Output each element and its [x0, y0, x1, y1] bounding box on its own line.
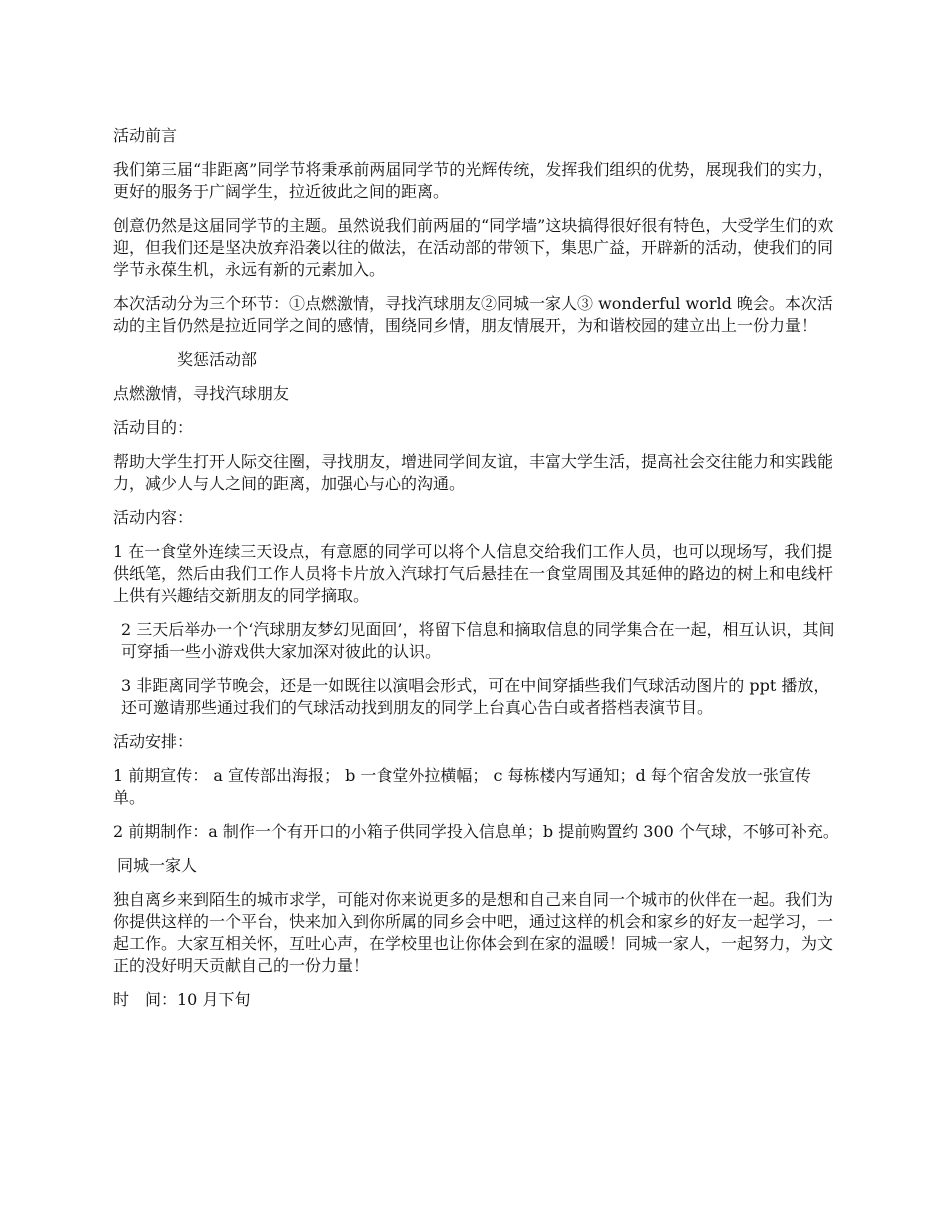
department-label: 奖惩活动部: [177, 350, 258, 369]
heading-preface: 活动前言: [113, 126, 178, 145]
time-line: 时 间：10 月下旬: [113, 990, 251, 1009]
paragraph-same-city: 独自离乡来到陌生的城市求学，可能对你来说更多的是想和自己来自同一个城市的伙伴在一起。我们为你提供这样的一个平台，快来加入到你所属的同乡会中吧，通过这样的机会和家乡的好友一起学习，一起工作。大家互相关怀，互吐心声，在学校里也让你体会到在家的温暖！同城一家人，一起努力，为文正的没好明天贡献自己的一份力量！: [113, 890, 834, 975]
document-body: [113, 125, 839, 1023]
paragraph-purpose: 帮助大学生打开人际交往圈，寻找朋友，增进同学间友谊，丰富大学生活，提高社会交往能力和实践能力，减少人与人之间的距离，加强心与心的沟通。: [113, 452, 834, 493]
arrangement-item-1: 1 前期宣传： a 宣传部出海报； b 一食堂外拉横幅； c 每栋楼内写通知；d 每个宿舍发放一张宣传单。: [113, 766, 811, 807]
heading-balloon-friends: 点燃激情，寻找汽球朋友: [113, 384, 290, 403]
heading-same-city: 同城一家人: [117, 856, 198, 875]
arrangement-item-2: 2 前期制作：a 制作一个有开口的小箱子供同学投入信息单；b 提前购置约 300 个气球，不够可补充。: [113, 822, 839, 841]
paragraph-intro: 我们第三届“非距离”同学节将秉承前两届同学节的光辉传统，发挥我们组织的优势，展现我们的实力，更好的服务于广阔学生，拉近彼此之间的距离。: [113, 160, 834, 201]
content-item-3: 3 非距离同学节晚会，还是一如既往以演唱会形式，可在中间穿插些我们气球活动图片的 ppt 播放，还可邀请那些通过我们的气球活动找到朋友的同学上台真心告白或者搭档表演节目。: [121, 676, 830, 717]
heading-purpose: 活动目的：: [113, 418, 194, 437]
heading-content: 活动内容：: [113, 508, 194, 527]
content-item-2: 2 三天后举办一个‘汽球朋友梦幻见面回’，将留下信息和摘取信息的同学集合在一起，相互认识，其间可穿插一些小游戏供大家加深对彼此的认识。: [121, 620, 835, 661]
paragraph-sections: 本次活动分为三个环节：①点燃激情，寻找汽球朋友②同城一家人③ wonderful world 晚会。本次活动的主旨仍然是拉近同学之间的感情，围绕同乡情，朋友情展开，为和谐校园的建立出上一份力量！: [113, 294, 833, 335]
heading-arrangement: 活动安排：: [113, 732, 194, 751]
paragraph-theme: 创意仍然是这届同学节的主题。虽然说我们前两届的“同学墙”这块搞得很好很有特色，大受学生们的欢迎，但我们还是坚决放弃沿袭以往的做法，在活动部的带领下，集思广益，开辟新的活动，使我们的同学节永葆生机，永远有新的元素加入。: [113, 216, 834, 279]
content-item-1: 1 在一食堂外连续三天设点，有意愿的同学可以将个人信息交给我们工作人员，也可以现场写，我们提供纸笔，然后由我们工作人员将卡片放入汽球打气后悬挂在一食堂周围及其延伸的路边的树上和电线杆上供有兴趣结交新朋友的同学摘取。: [113, 542, 834, 605]
